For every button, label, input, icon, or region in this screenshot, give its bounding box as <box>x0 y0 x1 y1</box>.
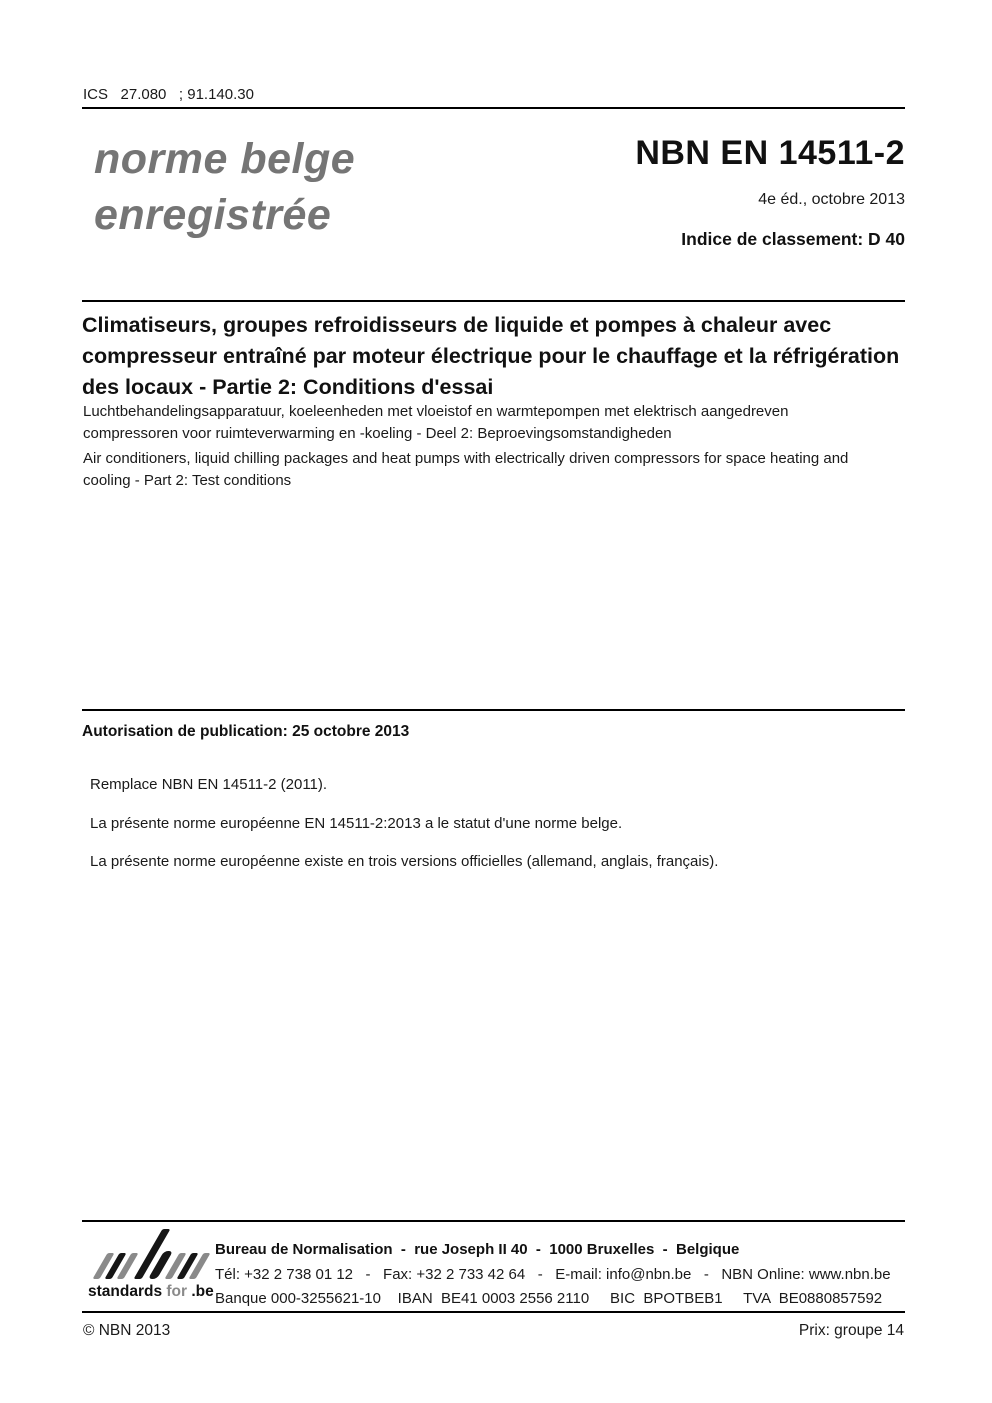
price-group: Prix: groupe 14 <box>798 1322 904 1339</box>
footer-bank: Banque 000-3255621-10 IBAN BE41 0003 2556 2110 BIC BPOTBEB1 TVA BE0880857592 <box>215 1290 883 1307</box>
tagline-be: .be <box>187 1283 214 1300</box>
masthead-title-line2: enregistrée <box>94 191 332 239</box>
title-dutch: Luchtbehandelingsapparatuur, koeleenheden met vloeistof en warmtepompen met elektrisch aangedreven compressoren voor ruimteverwarming en -koeling - Deel 2: Beproevingsomstandigheden <box>83 403 789 442</box>
document-number: NBN EN 14511-2 <box>635 134 905 172</box>
copyright-notice: © NBN 2013 <box>83 1322 171 1339</box>
versions-note: La présente norme européenne existe en trois versions officielles (allemand, anglais, français). <box>90 853 719 870</box>
footer-address: Bureau de Normalisation - rue Joseph II 40 - 1000 Bruxelles - Belgique <box>215 1241 740 1258</box>
title-english: Air conditioners, liquid chilling packages and heat pumps with electrically driven compressors for space heating and cooling - Part 2: Test conditions <box>83 450 849 489</box>
classification-index: Indice de classement: D 40 <box>681 229 905 249</box>
rule-footer-bottom <box>82 1311 905 1313</box>
status-note: La présente norme européenne EN 14511-2:2013 a le statut d'une norme belge. <box>90 815 623 832</box>
rule-footer-top <box>82 1220 905 1222</box>
rule-under-ics <box>82 107 905 109</box>
rule-above-authorization <box>82 709 905 711</box>
tagline-standards: standards <box>88 1283 167 1300</box>
edition-date: 4e éd., octobre 2013 <box>758 191 905 208</box>
footer-contact: Tél: +32 2 738 01 12 - Fax: +32 2 733 42 64 - E-mail: info@nbn.be - NBN Online: www.nbn.be <box>215 1265 891 1283</box>
nbn-logo-icon <box>96 1229 206 1279</box>
logo-tagline <box>88 1283 214 1301</box>
tagline-for: for <box>166 1283 188 1300</box>
masthead-title-line1: norme belge <box>94 135 356 183</box>
rule-above-title <box>82 300 905 302</box>
masthead-title <box>94 131 355 243</box>
nbn-logo <box>88 1229 214 1303</box>
publication-authorization: Autorisation de publication: 25 octobre 2013 <box>82 723 410 740</box>
footer-contact-block <box>215 1238 891 1312</box>
replaces-note: Remplace NBN EN 14511-2 (2011). <box>90 776 328 793</box>
ics-code: ICS 27.080 ; 91.140.30 <box>83 86 254 103</box>
title-french: Climatiseurs, groupes refroidisseurs de liquide et pompes à chaleur avec compresseur entraîné par moteur électrique pour le chauffage et la réfrigération des locaux - Partie 2: Conditions d'essai <box>82 313 900 399</box>
